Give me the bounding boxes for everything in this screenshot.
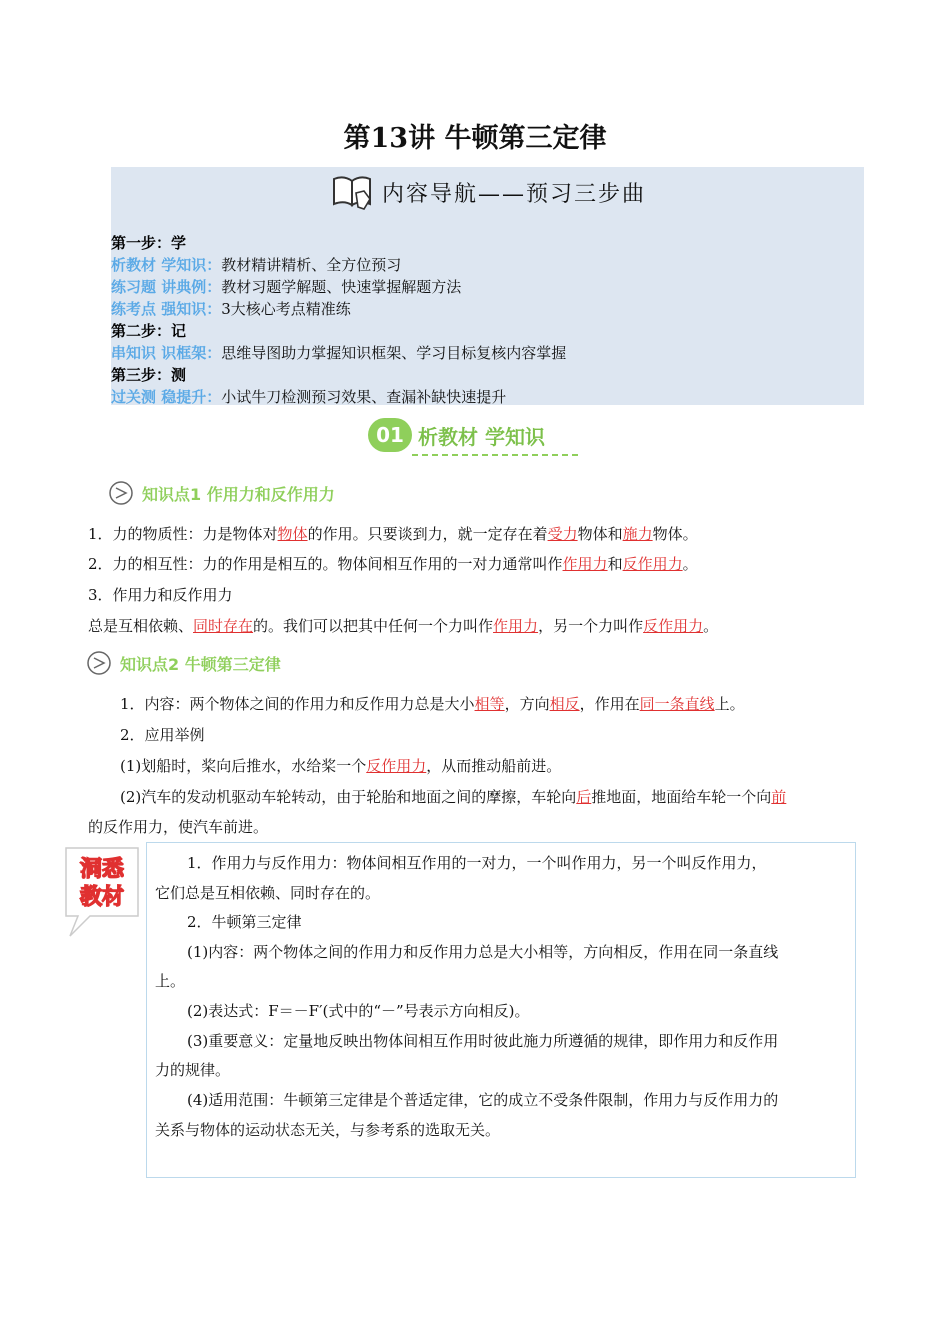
answer-blank: 后 <box>576 788 592 806</box>
answer-blank: 反作用力 <box>643 617 704 635</box>
insight-textbook-stamp <box>62 844 142 940</box>
kp2-line-2: 2．应用举例 <box>120 726 205 744</box>
nav-row-text: 小试牛刀检测预习效果、查漏补缺快速提升 <box>221 388 507 406</box>
text: ，从而推动船前进。 <box>426 757 562 775</box>
arrow-circle-icon <box>108 480 134 506</box>
text: 。 <box>703 617 719 635</box>
nav-row-text: 3大核心考点精准练 <box>221 300 351 318</box>
kp2-line-1 <box>120 693 745 715</box>
text: 。 <box>682 555 698 573</box>
kp1-line-1 <box>88 523 698 545</box>
answer-blank: 反作用力 <box>366 757 427 775</box>
text: 2．力的相互性：力的作用是相互的。物体间相互作用的一对力通常叫作 <box>88 555 563 573</box>
answer-blank: 同一条直线 <box>639 695 715 713</box>
step3-label: 第三步：测 <box>111 366 187 384</box>
arrow-circle-icon <box>86 650 112 676</box>
summary-line: 关系与物体的运动状态无关，与参考系的选取无关。 <box>155 1121 501 1139</box>
kp2-line-3 <box>120 755 561 777</box>
text: ，作用在 <box>579 695 640 713</box>
answer-blank: 受力 <box>547 525 578 543</box>
knowledge-point-2-title: 知识点2 牛顿第三定律 <box>120 654 281 674</box>
summary-line: 力的规律。 <box>155 1061 231 1079</box>
text: 1．内容：两个物体之间的作用力和反作用力总是大小 <box>120 695 475 713</box>
knowledge-point-1-title: 知识点1 作用力和反作用力 <box>142 484 335 504</box>
nav-header-text: 内容导航——预习三步曲 <box>382 181 647 207</box>
summary-line: (1)内容：两个物体之间的作用力和反作用力总是大小相等，方向相反，作用在同一条直线 <box>187 943 779 961</box>
text: (1)划船时，桨向后推水，水给桨一个 <box>120 757 367 775</box>
nav-row-text: 思维导图助力掌握知识框架、学习目标复核内容掌握 <box>221 344 567 362</box>
kp1-line-3: 3．作用力和反作用力 <box>88 586 233 604</box>
summary-line: 上。 <box>155 972 186 990</box>
knowledge-point-2-heading <box>86 650 281 676</box>
step2-label: 第二步：记 <box>111 322 187 340</box>
answer-blank: 作用力 <box>493 617 539 635</box>
text: 的作用。只要谈到力，就一定存在着 <box>307 525 548 543</box>
text: 物体和 <box>577 525 623 543</box>
text: 总是互相依赖、 <box>88 617 194 635</box>
answer-blank: 相等 <box>474 695 505 713</box>
nav-row-text: 教材精讲精析、全方位预习 <box>221 256 402 274</box>
nav-row-5 <box>111 386 506 408</box>
summary-line: 它们总是互相依赖、同时存在的。 <box>155 884 381 902</box>
nav-row-label: 串知识 识框架： <box>111 344 222 362</box>
summary-line: (4)适用范围：牛顿第三定律是个普适定律，它的成立不受条件限制，作用力与反作用力的 <box>187 1091 779 1109</box>
page-title: 第13讲 牛顿第三定律 <box>343 123 607 154</box>
summary-line: (3)重要意义：定量地反映出物体间相互作用时彼此施力所遵循的规律，即作用力和反作用 <box>187 1032 779 1050</box>
answer-blank: 相反 <box>549 695 580 713</box>
answer-blank: 施力 <box>622 525 653 543</box>
summary-line: (2)表达式：F＝－F′(式中的“－”号表示方向相反)。 <box>187 1002 530 1020</box>
text: 的。我们可以把其中任何一个力叫作 <box>253 617 494 635</box>
nav-row-1 <box>111 254 401 276</box>
summary-line: 1．作用力与反作用力：物体间相互作用的一对力，一个叫作用力，另一个叫反作用力， <box>187 854 767 872</box>
nav-row-text: 教材习题学解题、快速掌握解题方法 <box>221 278 462 296</box>
answer-blank: 物体 <box>277 525 308 543</box>
answer-blank: 反作用力 <box>622 555 683 573</box>
answer-blank: 作用力 <box>562 555 608 573</box>
nav-row-2 <box>111 276 461 298</box>
kp1-line-2 <box>88 553 698 575</box>
summary-box <box>146 842 856 1178</box>
nav-row-label: 练习题 讲典例： <box>111 278 222 296</box>
text: 和 <box>607 555 623 573</box>
text: 推地面，地面给车轮一个向 <box>591 788 772 806</box>
text: ，方向 <box>504 695 550 713</box>
nav-row-label: 练考点 强知识： <box>111 300 222 318</box>
summary-line: 2．牛顿第三定律 <box>187 913 302 931</box>
section-heading <box>368 418 545 452</box>
text: 物体。 <box>652 525 698 543</box>
nav-row-label: 过关测 稳提升： <box>111 388 222 406</box>
section-title: 析教材 学知识 <box>418 424 545 449</box>
text: 上。 <box>714 695 745 713</box>
text: 1．力的物质性：力是物体对 <box>88 525 278 543</box>
knowledge-point-1-heading <box>108 480 335 506</box>
book-hand-icon <box>330 173 376 211</box>
nav-row-3 <box>111 298 351 320</box>
kp2-line-5: 的反作用力，使汽车前进。 <box>88 818 269 836</box>
nav-header <box>330 170 646 214</box>
nav-row-label: 析教材 学知识： <box>111 256 222 274</box>
text: ，另一个力叫作 <box>538 617 644 635</box>
step1-label: 第一步：学 <box>111 234 187 252</box>
section-number: 01 <box>368 418 412 452</box>
svg-text:教材: 教材 <box>79 885 125 910</box>
answer-blank: 前 <box>771 788 787 806</box>
svg-text:洞悉: 洞悉 <box>79 857 125 882</box>
kp2-line-4 <box>120 786 786 808</box>
kp1-line-4 <box>88 615 718 637</box>
section-underline <box>412 454 578 456</box>
nav-row-4 <box>111 342 566 364</box>
text: (2)汽车的发动机驱动车轮转动，由于轮胎和地面之间的摩擦，车轮向 <box>120 788 577 806</box>
answer-blank: 同时存在 <box>193 617 254 635</box>
